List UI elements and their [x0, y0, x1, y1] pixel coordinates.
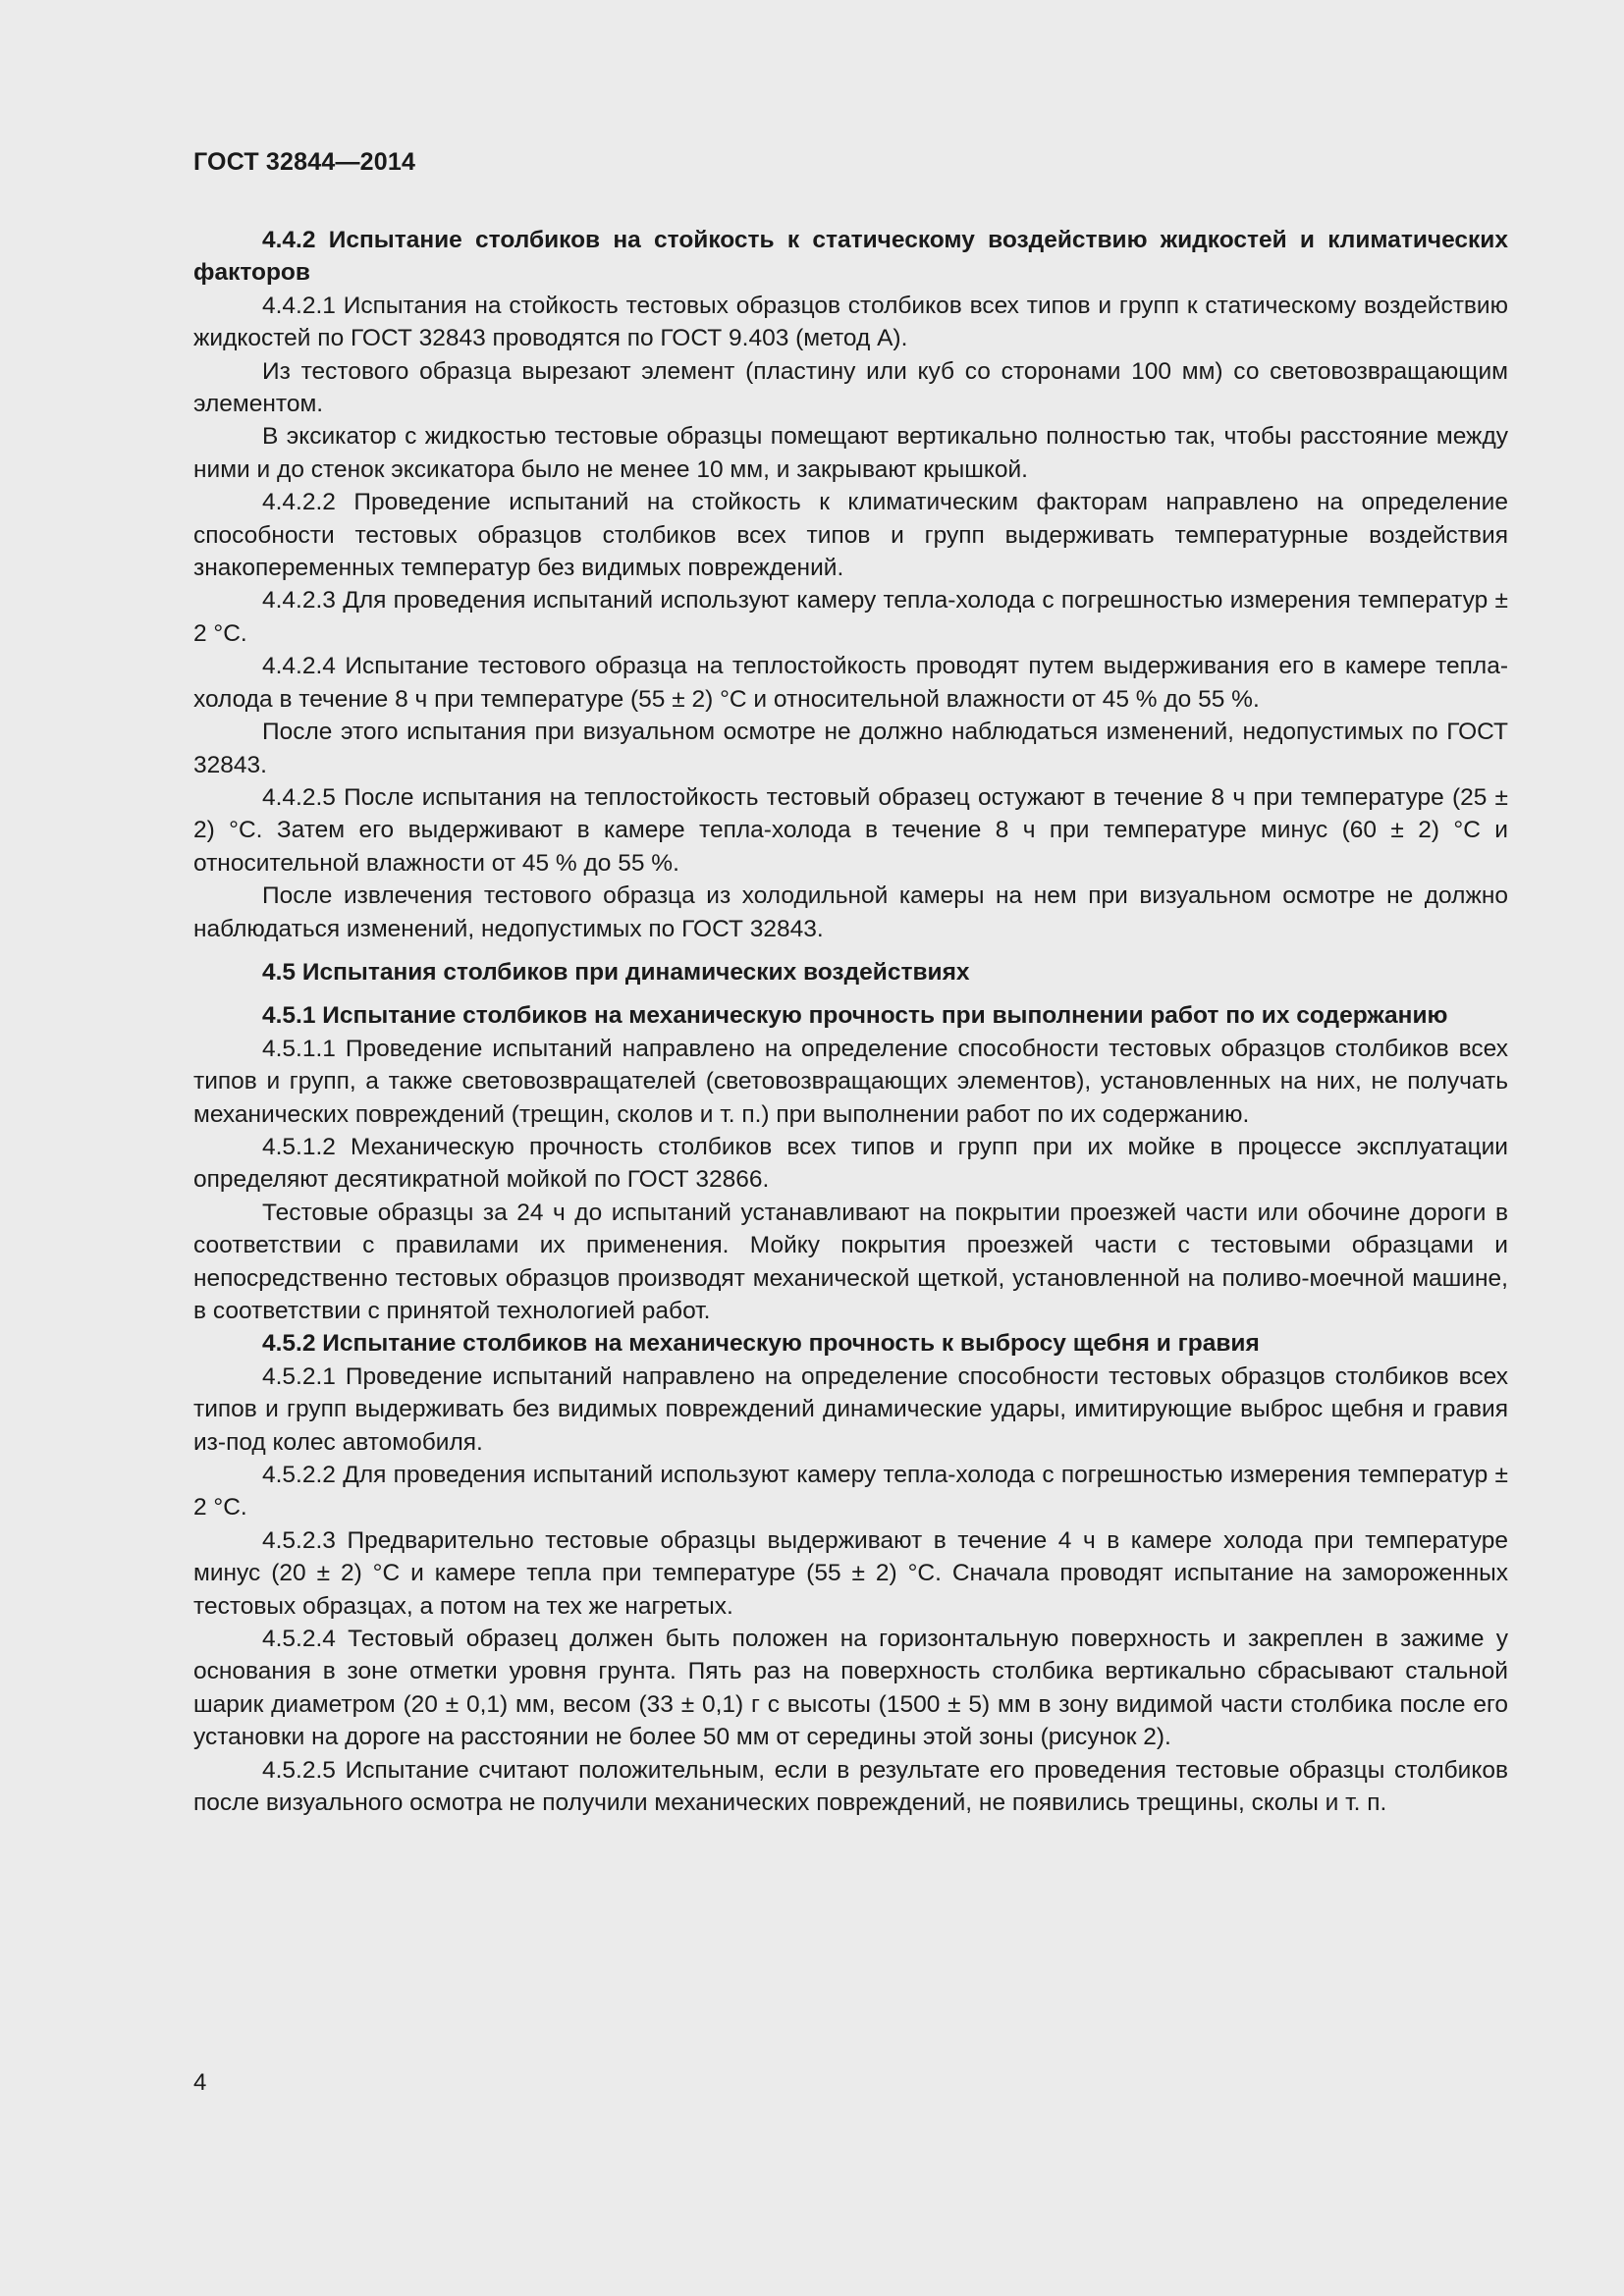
document-code: ГОСТ 32844—2014: [193, 148, 416, 176]
paragraph-sample-cut: Из тестового образца вырезают элемент (пластину или куб со сторонами 100 мм) со световозвращающим элементом.: [193, 357, 1508, 418]
paragraph-4-4-2-3: 4.4.2.3 Для проведения испытаний используют камеру тепла-холода с погрешностью измерения температур ± 2 °С.: [193, 587, 1508, 647]
paragraph-4-4-2-5: 4.4.2.5 После испытания на теплостойкость тестовый образец остужают в течение 8 ч при температуре (25 ± 2) °С. Затем его выдерживают в камере тепла-холода в течение 8 ч при температуре минус (60 ± 2) °С и относительной влажности от 45 % до 55 %.: [193, 783, 1508, 877]
section-heading-4-5: 4.5 Испытания столбиков при динамических воздействиях: [262, 958, 970, 986]
section-heading-4-5-2: 4.5.2 Испытание столбиков на механическую прочность к выбросу щебня и гравия: [262, 1330, 1260, 1358]
section-heading-4-4-2: 4.4.2 Испытание столбиков на стойкость к статическому воздействию жидкостей и климатических факторов: [193, 227, 1508, 287]
paragraph-4-4-2-2: 4.4.2.2 Проведение испытаний на стойкость к климатическим факторам направлено на определение способности тестовых образцов столбиков всех типов и групп выдерживать температурные воздействия знакопеременных температур без видимых повреждений.: [193, 489, 1508, 582]
paragraph-after-heat-test: После этого испытания при визуальном осмотре не должно наблюдаться изменений, недопустимых по ГОСТ 32843.: [193, 719, 1508, 778]
document-body: [193, 224, 1508, 1820]
paragraph-washing-test: Тестовые образцы за 24 ч до испытаний устанавливают на покрытии проезжей части или обочине дороги в соответствии с правилами их применения. Мойку покрытия проезжей части с тестовыми образцами и непосредственно тестовых образцов производят механической щеткой, установленной на поливо-моечной машине, в соответствии с принятой технологией работ.: [193, 1199, 1508, 1324]
paragraph-desiccator: В эксикатор с жидкостью тестовые образцы помещают вертикально полностью так, чтобы расстояние между ними и до стенок эксикатора было не менее 10 мм, и закрывают крышкой.: [193, 423, 1508, 483]
paragraph-4-4-2-4: 4.4.2.4 Испытание тестового образца на теплостойкость проводят путем выдерживания его в камере тепла-холода в течение 8 ч при температуре (55 ± 2) °С и относительной влажности от 45 % до 55 %.: [193, 653, 1508, 713]
paragraph-4-5-1-1: 4.5.1.1 Проведение испытаний направлено на определение способности тестовых образцов столбиков всех типов и групп, а также световозвращателей (световозвращающих элементов), установленных на них, не получать механических повреждений (трещин, сколов и т. п.) при выполнении работ по их содержанию.: [193, 1035, 1508, 1128]
paragraph-4-5-1-2: 4.5.1.2 Механическую прочность столбиков всех типов и групп при их мойке в процессе эксплуатации определяют десятикратной мойкой по ГОСТ 32866.: [193, 1133, 1508, 1194]
paragraph-4-5-2-2: 4.5.2.2 Для проведения испытаний используют камеру тепла-холода с погрешностью измерения температур ± 2 °С.: [193, 1462, 1508, 1522]
paragraph-after-cold-test: После извлечения тестового образца из холодильной камеры на нем при визуальном осмотре не должно наблюдаться изменений, недопустимых по ГОСТ 32843.: [193, 882, 1508, 942]
section-heading-4-5-1: 4.5.1 Испытание столбиков на механическую прочность при выполнении работ по их содержанию: [262, 1002, 1448, 1030]
paragraph-4-5-2-1: 4.5.2.1 Проведение испытаний направлено на определение способности тестовых образцов столбиков всех типов и групп выдерживать без видимых повреждений динамические удары, имитирующие выброс щебня и гравия из-под колес автомобиля.: [193, 1362, 1508, 1456]
paragraph-4-4-2-1: 4.4.2.1 Испытания на стойкость тестовых образцов столбиков всех типов и групп к статическому воздействию жидкостей по ГОСТ 32843 проводятся по ГОСТ 9.403 (метод А).: [193, 292, 1508, 352]
paragraph-4-5-2-3: 4.5.2.3 Предварительно тестовые образцы выдерживают в течение 4 ч в камере холода при температуре минус (20 ± 2) °С и камере тепла при температуре (55 ± 2) °С. Сначала проводят испытание на замороженных тестовых образцах, а потом на тех же нагретых.: [193, 1526, 1508, 1620]
paragraph-4-5-2-5: 4.5.2.5 Испытание считают положительным, если в результате его проведения тестовые образцы столбиков после визуального осмотра не получили механических повреждений, не появились трещины, сколы и т. п.: [193, 1756, 1508, 1817]
paragraph-4-5-2-4: 4.5.2.4 Тестовый образец должен быть положен на горизонтальную поверхность и закреплен в зажиме у основания в зоне отметки уровня грунта. Пять раз на поверхность столбика вертикально сбрасывают стальной шарик диаметром (20 ± 0,1) мм, весом (33 ± 0,1) г с высоты (1500 ± 5) мм в зону видимой части столбика после его установки на дороге на расстоянии не более 50 мм от середины этой зоны (рисунок 2).: [193, 1626, 1508, 1751]
page-number: 4: [193, 2069, 207, 2096]
